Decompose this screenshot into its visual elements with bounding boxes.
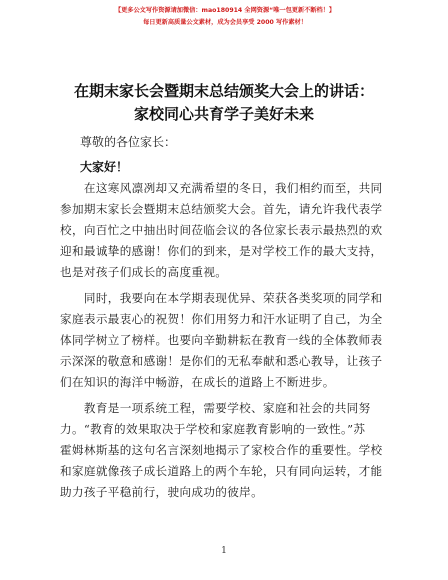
paragraph-education <box>60 398 390 503</box>
paragraph-line: 体同学树立了榜样。也要向辛勤耕耘在教育一线的全体教师表 <box>60 333 383 347</box>
paragraph-line: 校，向百忙之中抽出时间莅临会议的各位家长表示最热烈的欢 <box>60 223 383 237</box>
paragraph-line: 同时，我要向在本学期表现优异、荣获各类奖项的同学和 <box>60 291 383 305</box>
document-title <box>40 80 408 126</box>
paragraph-welcome <box>60 178 390 283</box>
paragraph-line: 教育是一项系统工程，需要学校、家庭和社会的共同努 <box>60 401 371 415</box>
paragraph-line: 助力孩子平稳前行，驶向成功的彼岸。 <box>60 485 264 499</box>
paragraph-line: 示深深的敬意和感谢！是你们的无私奉献和悉心教导，让孩子 <box>60 354 383 368</box>
document-title-line-1: 在期末家长会暨期末总结颁奖大会上的讲话： <box>73 82 374 100</box>
document-title-line-2: 家校同心共育学子美好未来 <box>133 105 314 123</box>
paragraph-line: 家庭表示最衷心的祝贺！你们用努力和汗水证明了自己，为全 <box>60 312 383 326</box>
paragraph-line: 也是对孩子们成长的高度重视。 <box>60 265 228 279</box>
salutation: 尊敬的各位家长： <box>80 135 177 149</box>
greeting: 大家好！ <box>80 160 129 174</box>
paragraph-line: 和家庭就像孩子成长道路上的两个车轮，只有同向运转，才能 <box>60 464 383 478</box>
paragraph-line: 霍姆林斯基的这句名言深刻地揭示了家校合作的重要性。学校 <box>60 443 383 457</box>
paragraph-line: 迎和最诚挚的感谢！你们的到来，是对学校工作的最大支持， <box>60 244 383 258</box>
paragraph-line: 在这寒风凛冽却又充满希望的冬日，我们相约而至，共同 <box>60 181 383 195</box>
paragraph-congratulations <box>60 288 390 393</box>
promo-banner-line-2: 每日更新高质量公文素材，成为会员享受 2000 写作素材！ <box>143 19 307 26</box>
paragraph-line: 们在知识的海洋中畅游，在成长的道路上不断进步。 <box>60 375 335 389</box>
paragraph-line: 力。“教育的效果取决于学校和家庭教育影响的一致性。”苏 <box>60 422 366 436</box>
paragraph-line: 参加期末家长会暨期末总结颁奖大会。首先，请允许我代表学 <box>60 202 383 216</box>
page-number: 1 <box>221 546 227 556</box>
promo-banner <box>60 5 390 29</box>
promo-banner-line-1: 【更多公文写作资源请加微信：mao180914 全网资源“唯一包更新不断档！】 <box>114 7 336 14</box>
